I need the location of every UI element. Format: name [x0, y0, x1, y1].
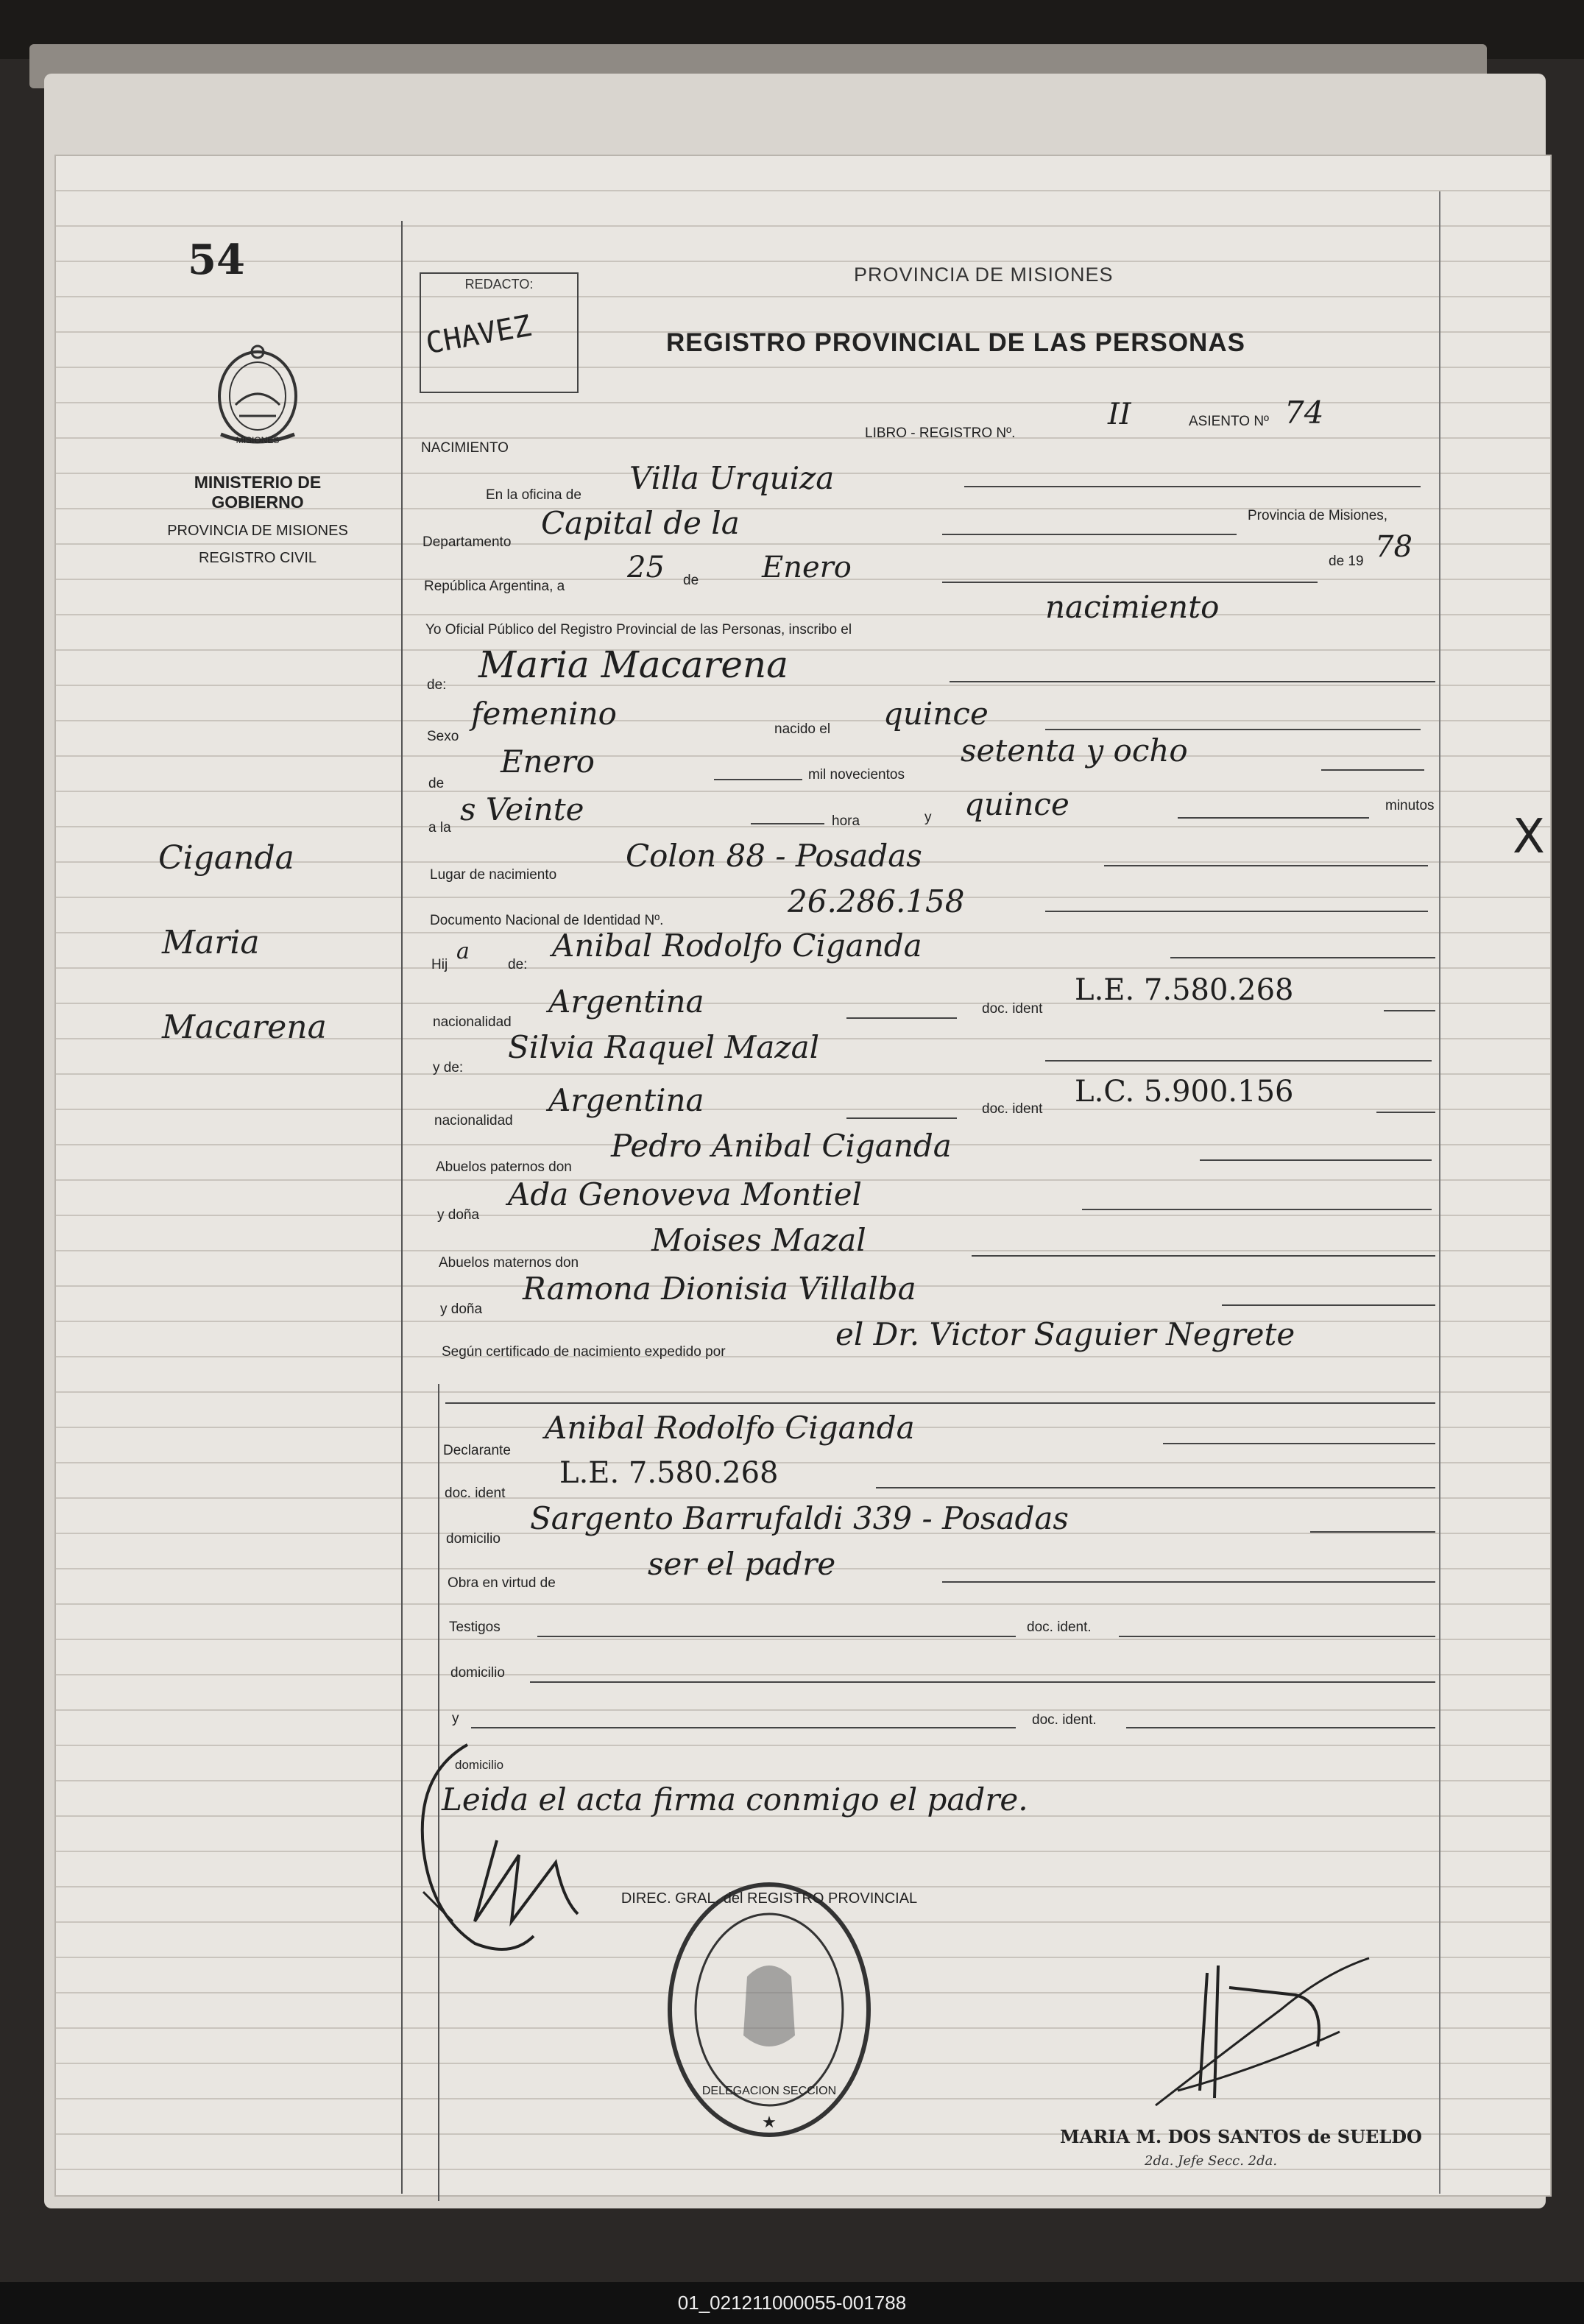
madre-value: Silvia Raquel Mazal [508, 1029, 820, 1065]
ministry-name: MINISTERIO DE GOBIERNO [194, 473, 322, 512]
oficina-value: Villa Urquiza [629, 460, 835, 496]
sexo-label: Sexo [427, 729, 459, 744]
asiento-value: 74 [1284, 395, 1324, 431]
oficina-label: En la oficina de [486, 487, 581, 503]
domicilio2-rule [530, 1681, 1435, 1683]
redacto-label: REDACTO: [464, 277, 534, 292]
nac-madre-value: Argentina [548, 1082, 704, 1118]
hora-label: hora [832, 813, 860, 829]
declarante-rule [1163, 1443, 1435, 1444]
libro-value: II [1108, 398, 1131, 431]
obra-value: ser el padre [648, 1546, 836, 1582]
page-number: 54 [188, 236, 245, 284]
crest-text: MISIONES [236, 435, 280, 445]
abuelos-pat-label: Abuelos paternos don [436, 1159, 572, 1175]
svg-text:★: ★ [762, 2113, 777, 2131]
redacto-value: CHAVEZ [423, 308, 534, 361]
doc-padre-rule [1384, 1010, 1435, 1011]
ministry-block [147, 473, 368, 567]
departamento-rule [942, 534, 1237, 535]
minutos-rule [1178, 817, 1369, 819]
anio-nac-value: setenta y ocho [961, 732, 1188, 769]
header-province: PROVINCIA DE MISIONES [854, 264, 1114, 286]
leida-note: Leida el acta firma conmigo el padre. [442, 1781, 1028, 1818]
y-de-label: y de: [433, 1060, 464, 1076]
ministry-province: PROVINCIA DE MISIONES [167, 523, 348, 539]
y-dona-mat-label: y doña [440, 1301, 483, 1317]
side-x-mark: X [1513, 810, 1545, 864]
minutos-value: quince [964, 786, 1069, 822]
mil-label: mil novecientos [808, 767, 905, 783]
y-label: y [924, 810, 932, 825]
declarante-label: Declarante [443, 1443, 511, 1458]
doc-declarante-rule [876, 1487, 1435, 1488]
testigos-doc-rule [1119, 1636, 1435, 1637]
doc-padre-label: doc. ident [982, 1001, 1043, 1017]
hora-rule [751, 823, 824, 824]
dia-nac-value: quince [883, 696, 989, 732]
nacimiento-label: NACIMIENTO [421, 440, 509, 456]
domicilio-value: Sargento Barrufaldi 339 - Posadas [530, 1500, 1069, 1536]
abuela-pat-rule [1082, 1209, 1432, 1210]
abuelo-pat-value: Pedro Anibal Ciganda [611, 1128, 952, 1164]
doc-declarante-value: L.E. 7.580.268 [559, 1456, 779, 1490]
stamp-inner-text: DELEGACION SECCION [701, 2085, 837, 2097]
de-mes-label: de [428, 776, 445, 791]
officer-name: MARIA M. DOS SANTOS de SUELDO [1060, 2126, 1422, 2147]
stamp-top-text: DIREC. GRAL. del REGISTRO PROVINCIAL [620, 1890, 918, 1907]
nacido-label: nacido el [774, 721, 831, 737]
nac-padre-label: nacionalidad [433, 1014, 512, 1030]
a-las-label: a la [428, 820, 451, 836]
y-dona-pat-label: y doña [437, 1207, 480, 1223]
domicilio-rule [1310, 1531, 1435, 1533]
left-margin-divider [401, 221, 403, 2194]
dni-value: 26.286.158 [788, 883, 965, 919]
nac-padre-value: Argentina [548, 983, 704, 1020]
padre-rule [1170, 957, 1435, 958]
abuela-pat-value: Ada Genoveva Montiel [508, 1176, 862, 1212]
asiento-label: ASIENTO Nº [1189, 414, 1269, 429]
madre-rule [1045, 1060, 1432, 1062]
anio-value: 78 [1375, 530, 1412, 564]
minutos-label: minutos [1385, 798, 1435, 813]
departamento-value: Capital de la [541, 505, 740, 541]
right-page-border [1439, 191, 1440, 2194]
departamento-label: Departamento [422, 534, 512, 550]
doc-padre-value: L.E. 7.580.268 [1075, 973, 1294, 1007]
domicilio-label: domicilio [446, 1531, 501, 1547]
declarante-value: Anibal Rodolfo Ciganda [545, 1410, 915, 1446]
sexo-rule [1045, 729, 1421, 730]
hora-value: s Veinte [460, 791, 584, 827]
abuela-mat-value: Ramona Dionisia Villalba [523, 1271, 916, 1307]
ministry-registry: REGISTRO CIVIL [198, 550, 317, 566]
y2-doc-rule [1126, 1727, 1435, 1728]
libro-label: LIBRO - REGISTRO Nº. [865, 425, 1016, 441]
hijo-label: Hij [431, 957, 448, 972]
padre-value: Anibal Rodolfo Ciganda [552, 928, 922, 964]
obra-label: Obra en virtud de [448, 1575, 556, 1591]
registry-stamp-icon [620, 1873, 918, 2146]
father-signature-icon [409, 1730, 629, 1958]
inscribe-value: nacimiento [1045, 589, 1220, 625]
redacto-box [420, 272, 579, 393]
lugar-value: Colon 88 - Posadas [626, 838, 922, 874]
mes-nac-value: Enero [501, 744, 595, 780]
abuelo-pat-rule [1200, 1159, 1432, 1161]
officer-signature-icon [1148, 1943, 1391, 2135]
oficina-rule [964, 486, 1421, 487]
abuela-mat-rule [1222, 1304, 1435, 1306]
oficial-label: Yo Oficial Público del Registro Provincial de las Personas, inscribo el [425, 622, 852, 637]
doc-declarante-label: doc. ident [445, 1486, 506, 1501]
domicilio2-label: domicilio [450, 1665, 505, 1681]
doc-madre-rule [1376, 1112, 1435, 1113]
abuelo-mat-rule [972, 1255, 1435, 1257]
obra-rule [942, 1581, 1435, 1583]
margin-surname: Ciganda [158, 839, 294, 877]
segun-label: Según certificado de nacimiento expedido por [442, 1344, 726, 1360]
y2-rule [471, 1727, 1016, 1728]
margin-first-name: Maria [162, 924, 260, 961]
certificado-value: el Dr. Victor Saguier Negrete [835, 1316, 1295, 1352]
margin-second-name: Macarena [162, 1009, 327, 1046]
provincia-label: Provincia de Misiones, [1248, 508, 1388, 523]
dni-label: Documento Nacional de Identidad Nº. [430, 913, 664, 928]
sexo-value: femenino [471, 696, 617, 732]
dni-rule [1045, 911, 1428, 912]
header-registry: REGISTRO PROVINCIAL DE LAS PERSONAS [666, 328, 1245, 357]
mes-rule [714, 779, 802, 780]
mes-value: Enero [762, 551, 852, 584]
nac-madre-label: nacionalidad [434, 1113, 513, 1129]
testigos-label: Testigos [449, 1620, 501, 1635]
nac-madre-rule [846, 1117, 957, 1119]
dia-value: 25 [627, 551, 665, 584]
de-nombre-label: de: [427, 677, 447, 693]
de-anio-label: de 19 [1329, 554, 1364, 569]
abuelo-mat-value: Moises Mazal [651, 1222, 866, 1258]
nombre-value: Maria Macarena [478, 643, 788, 686]
abuelos-mat-label: Abuelos maternos don [439, 1255, 579, 1271]
hijo-suffix: a [456, 939, 470, 964]
crest-emblem-icon [206, 339, 309, 449]
testigos-rule [537, 1636, 1016, 1637]
de-label: de [683, 573, 699, 588]
republica-label: República Argentina, a [424, 579, 565, 594]
hijo-de-label: de: [508, 957, 528, 972]
certificado-rule [445, 1402, 1435, 1404]
doc-madre-value: L.C. 5.900.156 [1075, 1075, 1294, 1109]
testigos-doc-label: doc. ident. [1027, 1620, 1092, 1635]
nombre-rule [950, 681, 1435, 682]
officer-title: 2da. Jefe Secc. 2da. [1145, 2153, 1278, 2169]
republica-rule [942, 582, 1318, 583]
lugar-rule [1104, 865, 1428, 866]
domicilio3-label: domicilio [455, 1758, 504, 1772]
anio-nac-rule [1321, 769, 1424, 771]
image-id-footer: 01_021211000055-001788 [0, 2282, 1584, 2324]
doc-madre-label: doc. ident [982, 1101, 1043, 1117]
lugar-label: Lugar de nacimiento [430, 867, 557, 883]
nac-padre-rule [846, 1017, 957, 1019]
y2-label: y [452, 1711, 459, 1726]
y2-doc-label: doc. ident. [1032, 1712, 1097, 1728]
